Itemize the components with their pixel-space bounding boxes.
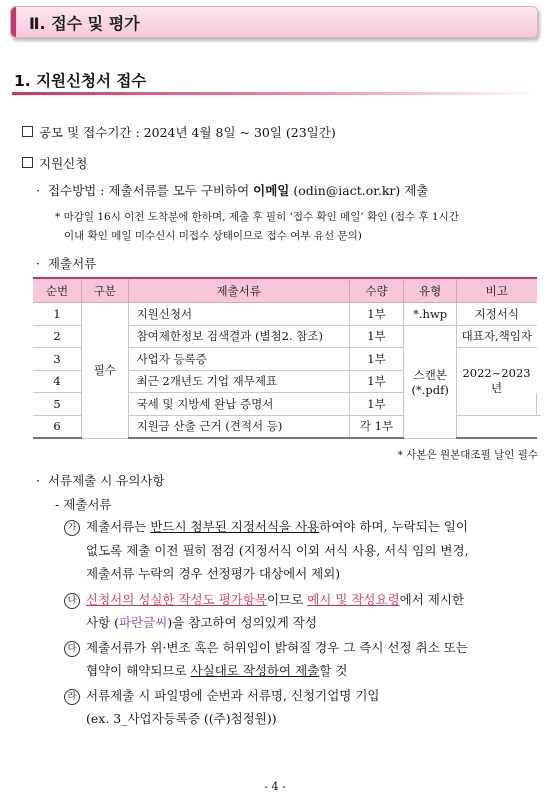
- method-line: [36, 181, 428, 199]
- caution-na-line1: [64, 590, 464, 609]
- cell-document: 사업자 등록증: [128, 348, 349, 371]
- item-period: [22, 123, 336, 141]
- caution-na-l2-b: )을 참고하여 성의있게 작성: [167, 615, 317, 630]
- header-document: 제출서류: [128, 278, 349, 303]
- caution-da-underline: 사실대로 작성하여 제출: [190, 663, 320, 678]
- page-number: - 4 -: [264, 780, 286, 793]
- cell-remarks: [457, 415, 537, 438]
- cautions-subheading: - 제출서류: [55, 497, 112, 512]
- caution-da-l2-b: 할 것: [319, 663, 348, 678]
- section-accent: [11, 7, 16, 37]
- circled-ga-icon: 가: [64, 520, 80, 536]
- caution-ra-line1: [64, 686, 379, 705]
- caution-da-text: 제출서류가 위·변조 혹은 허위임이 밝혀질 경우 그 즉시 선정 취소 또는: [86, 640, 468, 655]
- method-email-label: 이메일: [253, 183, 290, 198]
- documents-table: [33, 277, 541, 439]
- bullet-icon: ·: [36, 256, 48, 271]
- bullet-icon: ·: [36, 473, 48, 488]
- caution-da-line1: [64, 638, 468, 657]
- cell-remarks: 지정서식: [457, 303, 537, 326]
- table-row: [33, 303, 541, 326]
- caution-da-l2-a: 협약이 해약되므로: [86, 663, 191, 678]
- header-quantity: 수량: [349, 278, 403, 303]
- cell-quantity: 1부: [349, 370, 403, 393]
- header-no: 순번: [33, 278, 82, 303]
- cell-quantity: 1부: [349, 325, 403, 348]
- circled-ra-icon: 라: [64, 689, 80, 705]
- cell-no: 4: [33, 370, 82, 393]
- caution-ga-text-b: 하여야 하며, 누락되는 일이: [319, 519, 468, 534]
- section-title: Ⅱ. 접수 및 평가: [29, 14, 140, 33]
- circled-na-icon: 나: [64, 593, 80, 609]
- checkbox-square-icon: [22, 157, 33, 168]
- cell-document: 참여제한정보 검색결과 (별첨2. 참조): [128, 325, 349, 348]
- caution-ga-line2: 없도록 제출 이전 필히 점검 (지정서식 이외 서식 사용, 서식 임의 변경,: [86, 543, 469, 558]
- cell-no: 2: [33, 325, 82, 348]
- cell-no: 6: [33, 415, 82, 438]
- item-apply: [22, 154, 87, 172]
- cautions-heading-text: 서류제출 시 유의사항: [47, 473, 165, 488]
- scan-type-line2: (*.pdf): [411, 382, 449, 397]
- cell-document: 국세 및 지방세 완납 증명서: [128, 393, 349, 416]
- caution-ra-line2: (ex. 3_사업자등록증 ((주)첨정원)): [86, 711, 277, 726]
- caution-ga-text-a: 제출서류는: [86, 519, 151, 534]
- subsection-title: 1. 지원신청서 접수: [14, 72, 147, 90]
- caution-na-l2-a: 사항 (: [86, 615, 120, 630]
- cell-quantity: 1부: [349, 393, 403, 416]
- header-category: 구분: [82, 278, 129, 303]
- section-header: [10, 6, 538, 38]
- subsection-underline: [12, 92, 540, 95]
- caution-ga-underline: 반드시 첨부된 지정서식을 사용: [150, 519, 320, 534]
- header-type: 유형: [404, 278, 457, 303]
- caution-ga-line1: [64, 517, 468, 536]
- cell-quantity: 1부: [349, 303, 403, 326]
- method-note-1: * 마감일 16시 이전 도착분에 한하며, 제출 후 필히 ‘접수 확인 메일’ 확인 (접수 후 1시간: [55, 211, 459, 223]
- docs-heading: [36, 254, 96, 272]
- caution-ga-line3: 제출서류 누락의 경우 선정평가 대상에서 제외): [86, 566, 341, 581]
- cell-remarks-years: 2022~2023년: [457, 348, 537, 416]
- circled-da-icon: 다: [64, 641, 80, 657]
- cell-quantity: 각 1부: [349, 415, 403, 438]
- method-suffix: (odin@iact.or.kr) 제출: [289, 183, 429, 198]
- caution-na-red-2: 예시 및 작성요령: [307, 592, 400, 607]
- cautions-heading: [36, 471, 165, 489]
- scan-type-line1: 스캔본: [413, 367, 447, 382]
- period-text: 공모 및 접수기간 : 2024년 4월 8일 ~ 30일 (23일간): [39, 125, 336, 140]
- cell-type: *.hwp: [404, 303, 457, 326]
- caution-da-line2: [86, 661, 347, 679]
- caution-ra-text: 서류제출 시 파일명에 순번과 서류명, 신청기업명 기입: [86, 688, 380, 703]
- cell-remarks: 대표자,책임자: [457, 325, 537, 348]
- checkbox-square-icon: [22, 126, 33, 137]
- caution-na-purple: 파란글씨: [119, 615, 168, 630]
- header-remarks: 비고: [457, 278, 537, 303]
- cell-no: 5: [33, 393, 82, 416]
- method-prefix: 접수방법 : 제출서류를 모두 구비하여: [47, 183, 254, 198]
- cell-document: 지원금 산출 근거 (견적서 등): [128, 415, 349, 438]
- cell-remarks: [537, 393, 542, 416]
- apply-text: 지원신청: [39, 156, 88, 171]
- table-header-row: [33, 278, 541, 303]
- docs-heading-text: 제출서류: [47, 256, 97, 271]
- cell-no: 3: [33, 348, 82, 371]
- cell-document: 지원신청서: [128, 303, 349, 326]
- caution-na-mid: 이므로: [266, 592, 308, 607]
- bullet-icon: ·: [36, 183, 48, 198]
- caution-na-line2: [86, 613, 317, 631]
- cell-document: 최근 2개년도 기업 재무제표: [128, 370, 349, 393]
- cell-type-scan: [404, 325, 457, 438]
- method-note-2: 이내 확인 메일 미수신시 미접수 상태이므로 접수 여부 유선 문의): [64, 230, 362, 242]
- caution-na-end: 에서 제시한: [399, 592, 465, 607]
- table-footnote: * 사본은 원본대조필 날인 필수: [397, 449, 538, 461]
- caution-na-red-1: 신청서의 성실한 작성도 평가항목: [86, 592, 267, 607]
- cell-category: 필수: [82, 303, 129, 439]
- cell-quantity: 1부: [349, 348, 403, 371]
- cell-no: 1: [33, 303, 82, 326]
